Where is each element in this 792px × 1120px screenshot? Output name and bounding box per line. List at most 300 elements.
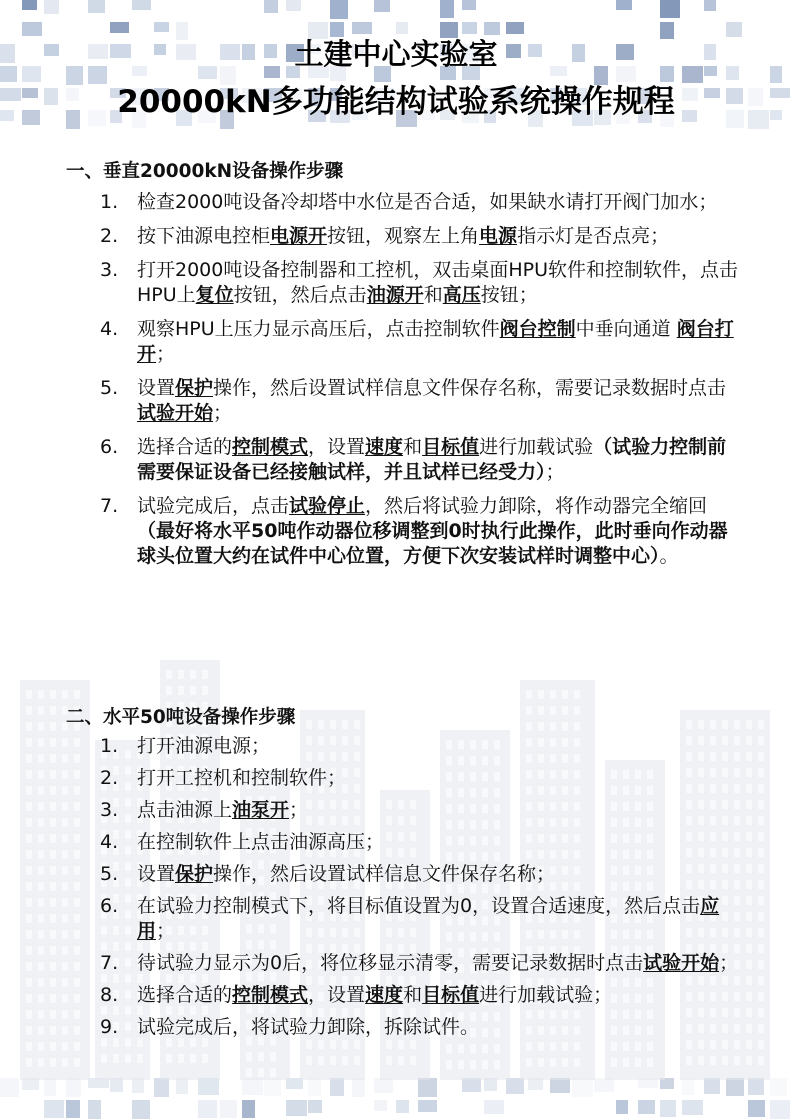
building-window bbox=[50, 1058, 56, 1067]
building-window bbox=[26, 706, 32, 715]
step-text: ； bbox=[156, 920, 176, 942]
building-window bbox=[26, 962, 32, 971]
building-window bbox=[74, 1010, 80, 1019]
mosaic-tile bbox=[308, 1100, 322, 1113]
building-window bbox=[330, 1056, 336, 1065]
building-window bbox=[538, 722, 544, 731]
building-window bbox=[26, 978, 32, 987]
key-button-name: 应用 bbox=[137, 895, 720, 942]
mosaic-tile bbox=[440, 0, 454, 18]
building-window bbox=[710, 720, 716, 729]
step-text: 进行加载试验； bbox=[479, 984, 613, 1006]
step-text: 设置 bbox=[137, 863, 176, 885]
step-text: ； bbox=[545, 461, 565, 483]
mosaic-tile bbox=[88, 0, 105, 13]
building-window bbox=[26, 946, 32, 955]
building-window bbox=[50, 786, 56, 795]
building-window bbox=[38, 1058, 44, 1067]
step-item bbox=[100, 435, 740, 485]
mosaic-tile bbox=[418, 1078, 437, 1097]
mosaic-tile bbox=[132, 1100, 150, 1119]
step-text: 操作，然后设置试样信息文件保存名称，需要记录数据时点击 bbox=[213, 377, 727, 399]
building-window bbox=[623, 1058, 629, 1067]
building-window bbox=[74, 770, 80, 779]
step-text: 操作，然后设置试样信息文件保存名称； bbox=[213, 863, 556, 885]
step-number: 1. bbox=[100, 735, 119, 757]
building-window bbox=[758, 928, 764, 937]
step-number: 4. bbox=[100, 831, 119, 853]
building-window bbox=[38, 1042, 44, 1051]
building-window bbox=[306, 1056, 312, 1065]
building-window bbox=[50, 834, 56, 843]
building-window bbox=[26, 1010, 32, 1019]
building-window bbox=[550, 722, 556, 731]
mosaic-tile bbox=[506, 1078, 524, 1094]
key-button-name: 速度 bbox=[365, 436, 404, 458]
step-item bbox=[100, 862, 740, 887]
mosaic-tile bbox=[198, 1078, 219, 1095]
building-window bbox=[686, 720, 692, 729]
building-window bbox=[758, 816, 764, 825]
building-window bbox=[746, 832, 752, 841]
building-window bbox=[50, 978, 56, 987]
mosaic-tile bbox=[550, 1078, 570, 1093]
step-text: 进行加载试验 bbox=[479, 436, 594, 458]
step-text: 打开工控机和控制软件； bbox=[137, 767, 347, 789]
horizontal-steps-list bbox=[100, 734, 740, 1047]
building-window bbox=[26, 802, 32, 811]
step-text: 打开油源电源； bbox=[137, 735, 271, 757]
building-window bbox=[526, 1058, 532, 1067]
building-window bbox=[746, 768, 752, 777]
step-number: 7. bbox=[100, 952, 119, 974]
building-window bbox=[62, 690, 68, 699]
building-window bbox=[758, 848, 764, 857]
step-text: 试验完成后，点击 bbox=[137, 495, 290, 517]
bold-note: （试验力控制前需要保证设备已经接触试样，并且试样已经受力） bbox=[137, 436, 727, 483]
building-window bbox=[562, 722, 568, 731]
mosaic-tile bbox=[352, 1078, 365, 1097]
building-window bbox=[318, 1056, 324, 1065]
building-window bbox=[50, 738, 56, 747]
building-window bbox=[74, 802, 80, 811]
building-window bbox=[446, 1060, 452, 1069]
mosaic-tile bbox=[462, 0, 476, 10]
mosaic-tile bbox=[374, 1100, 387, 1111]
step-item bbox=[100, 258, 740, 308]
step-item bbox=[100, 766, 740, 791]
building-window bbox=[74, 930, 80, 939]
building-window bbox=[526, 706, 532, 715]
key-button-name: 目标值 bbox=[422, 436, 480, 458]
building-window bbox=[26, 866, 32, 875]
building-window bbox=[410, 1056, 416, 1065]
step-text: ，设置 bbox=[308, 984, 366, 1006]
building-window bbox=[746, 800, 752, 809]
building-window bbox=[746, 976, 752, 985]
building-window bbox=[574, 1058, 580, 1067]
building-window bbox=[746, 1040, 752, 1049]
step-text: 按钮，然后点击 bbox=[233, 284, 367, 306]
building-window bbox=[38, 834, 44, 843]
mosaic-tile bbox=[308, 1078, 321, 1096]
building-window bbox=[758, 800, 764, 809]
mosaic-tile bbox=[616, 0, 632, 10]
mosaic-tile bbox=[330, 0, 348, 19]
building-window bbox=[74, 882, 80, 891]
step-text: 按钮； bbox=[480, 284, 538, 306]
building-window bbox=[746, 864, 752, 873]
mosaic-tile bbox=[572, 1078, 593, 1097]
key-button-name: 保护 bbox=[175, 863, 214, 885]
building-window bbox=[74, 738, 80, 747]
step-text: ； bbox=[156, 343, 176, 365]
key-button-name: 复位 bbox=[195, 284, 234, 306]
step-text: 观察HPU上压力显示高压后，点击控制软件 bbox=[137, 318, 500, 340]
building-window bbox=[50, 882, 56, 891]
building-window bbox=[722, 1056, 728, 1065]
mosaic-tile bbox=[396, 1100, 409, 1113]
building-window bbox=[354, 1056, 360, 1065]
building-window bbox=[26, 914, 32, 923]
building-window bbox=[62, 1058, 68, 1067]
building-window bbox=[342, 720, 348, 729]
building-window bbox=[470, 1060, 476, 1069]
building-window bbox=[74, 690, 80, 699]
step-text: 按下油源电控柜 bbox=[137, 225, 271, 247]
step-number: 1. bbox=[100, 191, 119, 213]
building-window bbox=[26, 786, 32, 795]
building-window bbox=[562, 1058, 568, 1067]
building-window bbox=[306, 720, 312, 729]
building-window bbox=[50, 914, 56, 923]
step-text: 打开2000吨设备控制器和工控机，双击桌面HPU软件和控制软件，点击HPU上 bbox=[137, 259, 739, 306]
building-window bbox=[611, 1058, 617, 1067]
mosaic-tile bbox=[638, 1100, 655, 1114]
step-text: 在试验力控制模式下，将目标值设置为0，设置合适速度，然后点击 bbox=[137, 895, 701, 917]
mosaic-tile bbox=[0, 1078, 19, 1097]
building-window bbox=[74, 946, 80, 955]
building-window bbox=[74, 850, 80, 859]
mosaic-tile bbox=[110, 1078, 123, 1092]
mosaic-tile bbox=[66, 1100, 80, 1118]
building-window bbox=[38, 866, 44, 875]
building-window bbox=[38, 1026, 44, 1035]
building-window bbox=[74, 1058, 80, 1067]
building-window bbox=[26, 770, 32, 779]
mosaic-tile bbox=[660, 1100, 676, 1117]
mosaic-tile bbox=[484, 1100, 504, 1114]
building-window bbox=[62, 834, 68, 843]
building-window bbox=[178, 670, 184, 679]
page-title: 土建中心实验室 bbox=[294, 37, 498, 71]
step-text: 和 bbox=[403, 436, 423, 458]
step-number: 7. bbox=[100, 495, 119, 517]
building-window bbox=[62, 930, 68, 939]
building-window bbox=[734, 1056, 740, 1065]
mosaic-tile bbox=[770, 1100, 790, 1119]
building-window bbox=[50, 946, 56, 955]
key-button-name: 高压 bbox=[442, 284, 481, 306]
step-text: 。 bbox=[659, 545, 679, 567]
building-window bbox=[526, 722, 532, 731]
step-text: 在控制软件上点击油源高压； bbox=[137, 831, 385, 853]
building-window bbox=[74, 1042, 80, 1051]
mosaic-tile bbox=[616, 1100, 628, 1114]
building-window bbox=[50, 706, 56, 715]
building-window bbox=[38, 818, 44, 827]
mosaic-tile bbox=[176, 1078, 188, 1094]
mosaic-tile bbox=[770, 1078, 787, 1096]
building-window bbox=[26, 882, 32, 891]
building-window bbox=[38, 978, 44, 987]
step-number: 2. bbox=[100, 225, 119, 247]
building-window bbox=[746, 944, 752, 953]
building-window bbox=[482, 1060, 488, 1069]
mosaic-tile bbox=[374, 0, 390, 12]
building-window bbox=[113, 1054, 119, 1063]
building-window bbox=[166, 1054, 172, 1063]
building-window bbox=[398, 1056, 404, 1065]
mosaic-tile bbox=[242, 1078, 263, 1095]
mosaic-tile bbox=[44, 0, 59, 14]
building-window bbox=[758, 736, 764, 745]
step-number: 5. bbox=[100, 377, 119, 399]
step-text: 待试验力显示为0后，将位移显示清零，需要记录数据时点击 bbox=[137, 952, 644, 974]
building-window bbox=[190, 670, 196, 679]
mosaic-tile bbox=[682, 1078, 694, 1095]
building-window bbox=[50, 722, 56, 731]
mosaic-tile bbox=[264, 0, 278, 13]
key-button-name: 电源开 bbox=[270, 225, 328, 247]
building-window bbox=[698, 1056, 704, 1065]
building-window bbox=[746, 736, 752, 745]
key-button-name: 试验开始 bbox=[643, 952, 720, 974]
building-window bbox=[746, 1008, 752, 1017]
building-window bbox=[26, 898, 32, 907]
building-window bbox=[74, 978, 80, 987]
key-button-name: 试验开始 bbox=[137, 402, 214, 424]
step-number: 9. bbox=[100, 1016, 119, 1038]
step-text: ； bbox=[719, 952, 739, 974]
step-text: ； bbox=[213, 402, 233, 424]
building-window bbox=[178, 1054, 184, 1063]
mosaic-tile bbox=[418, 1100, 437, 1112]
building-window bbox=[758, 768, 764, 777]
mosaic-tile bbox=[88, 1100, 101, 1119]
building-window bbox=[101, 1054, 107, 1063]
building-window bbox=[62, 770, 68, 779]
step-item bbox=[100, 317, 740, 367]
key-button-name: 控制模式 bbox=[232, 436, 309, 458]
key-button-name: 目标值 bbox=[422, 984, 480, 1006]
building-window bbox=[458, 1060, 464, 1069]
step-text: 点击油源上 bbox=[137, 799, 233, 821]
building-window bbox=[26, 722, 32, 731]
step-item bbox=[100, 494, 740, 569]
building-window bbox=[50, 1042, 56, 1051]
building-window bbox=[74, 866, 80, 875]
mosaic-tile bbox=[44, 1078, 56, 1096]
building-window bbox=[686, 1056, 692, 1065]
building-window bbox=[38, 962, 44, 971]
mosaic-tile bbox=[748, 1078, 764, 1095]
building-window bbox=[190, 1054, 196, 1063]
building-window bbox=[38, 1010, 44, 1019]
building-window bbox=[50, 866, 56, 875]
step-text: 和 bbox=[423, 284, 443, 306]
building-window bbox=[38, 882, 44, 891]
building-window bbox=[62, 978, 68, 987]
building-window bbox=[758, 976, 764, 985]
building-window bbox=[50, 994, 56, 1003]
building-window bbox=[62, 818, 68, 827]
building-window bbox=[38, 850, 44, 859]
building-window bbox=[746, 912, 752, 921]
building-window bbox=[758, 864, 764, 873]
building-window bbox=[74, 786, 80, 795]
building-window bbox=[746, 1056, 752, 1065]
building-window bbox=[758, 880, 764, 889]
building-window bbox=[62, 802, 68, 811]
building-window bbox=[698, 720, 704, 729]
building-window bbox=[526, 690, 532, 699]
section-heading-vertical: 一、垂直20000kN设备操作步骤 bbox=[66, 161, 344, 182]
step-item bbox=[100, 951, 740, 976]
building-window bbox=[734, 720, 740, 729]
building-window bbox=[342, 1056, 348, 1065]
step-text: 试验完成后，将试验力卸除，拆除试件。 bbox=[137, 1016, 480, 1038]
building-window bbox=[74, 818, 80, 827]
mosaic-tile bbox=[154, 22, 169, 32]
key-button-name: 油源开 bbox=[366, 284, 424, 306]
bold-note: （最好将水平50吨作动器位移调整到0时执行此操作，此时垂向作动器球头位置大约在试件中心位置，方便下次安装试样时调整中心） bbox=[137, 520, 728, 567]
building-window bbox=[386, 1056, 392, 1065]
mosaic-tile bbox=[242, 1100, 255, 1118]
step-text: ，设置 bbox=[308, 436, 366, 458]
mosaic-tile bbox=[22, 0, 37, 10]
building-window bbox=[74, 1026, 80, 1035]
building-window bbox=[50, 962, 56, 971]
step-item bbox=[100, 190, 740, 215]
building-window bbox=[50, 818, 56, 827]
building-window bbox=[758, 1008, 764, 1017]
step-item bbox=[100, 224, 740, 249]
building-window bbox=[38, 802, 44, 811]
step-text: 中垂向通道 bbox=[575, 318, 677, 340]
building-window bbox=[246, 1052, 252, 1061]
building-window bbox=[50, 898, 56, 907]
step-item bbox=[100, 798, 740, 823]
building-window bbox=[38, 738, 44, 747]
key-button-name: 阀台控制 bbox=[499, 318, 576, 340]
building-window bbox=[62, 754, 68, 763]
building-window bbox=[758, 720, 764, 729]
building-window bbox=[26, 1058, 32, 1067]
building-window bbox=[574, 706, 580, 715]
building-window bbox=[746, 816, 752, 825]
building-window bbox=[62, 994, 68, 1003]
building-window bbox=[62, 898, 68, 907]
building-window bbox=[270, 1068, 276, 1077]
building-window bbox=[758, 960, 764, 969]
key-button-name: 电源 bbox=[479, 225, 518, 247]
building-window bbox=[758, 1024, 764, 1033]
building-window bbox=[758, 912, 764, 921]
building-window bbox=[38, 706, 44, 715]
building-window bbox=[38, 994, 44, 1003]
step-number: 5. bbox=[100, 863, 119, 885]
mosaic-tile bbox=[726, 1078, 744, 1096]
mosaic-tile bbox=[264, 1078, 281, 1096]
building-window bbox=[494, 1060, 500, 1069]
building-window bbox=[746, 992, 752, 1001]
mosaic-tile bbox=[220, 1100, 237, 1118]
building-window bbox=[270, 1052, 276, 1061]
key-button-name: 保护 bbox=[175, 377, 214, 399]
building-window bbox=[74, 754, 80, 763]
building-window bbox=[746, 1024, 752, 1033]
building-window bbox=[746, 784, 752, 793]
vertical-steps-list bbox=[100, 190, 740, 578]
step-text: ，然后将试验力卸除，将作动器完全缩回 bbox=[365, 495, 708, 517]
mosaic-tile bbox=[132, 0, 151, 10]
building-window bbox=[758, 1040, 764, 1049]
key-button-name: 试验停止 bbox=[289, 495, 366, 517]
building-window bbox=[758, 832, 764, 841]
building-window bbox=[26, 690, 32, 699]
building-window bbox=[202, 1054, 208, 1063]
building-window bbox=[746, 896, 752, 905]
building-window bbox=[38, 930, 44, 939]
step-number: 6. bbox=[100, 436, 119, 458]
building-window bbox=[538, 1058, 544, 1067]
building-window bbox=[38, 786, 44, 795]
mosaic-tile bbox=[682, 1100, 703, 1115]
building-window bbox=[62, 882, 68, 891]
building-window bbox=[38, 898, 44, 907]
building-window bbox=[258, 1068, 264, 1077]
building-window bbox=[50, 850, 56, 859]
building-window bbox=[50, 802, 56, 811]
building-window bbox=[710, 1056, 716, 1065]
building-window bbox=[246, 1068, 252, 1077]
building-window bbox=[50, 1010, 56, 1019]
building-window bbox=[74, 898, 80, 907]
step-item bbox=[100, 376, 740, 426]
mosaic-tile bbox=[330, 1078, 344, 1096]
building-window bbox=[574, 690, 580, 699]
step-number: 3. bbox=[100, 259, 119, 281]
step-text: 选择合适的 bbox=[137, 436, 233, 458]
building-window bbox=[538, 706, 544, 715]
building-window bbox=[758, 992, 764, 1001]
building-window bbox=[62, 1042, 68, 1051]
building-window bbox=[746, 720, 752, 729]
building-window bbox=[258, 1052, 264, 1061]
mosaic-tile bbox=[286, 1100, 307, 1116]
step-number: 6. bbox=[100, 895, 119, 917]
footer-decoration bbox=[0, 1078, 792, 1120]
building-window bbox=[758, 944, 764, 953]
step-item bbox=[100, 983, 740, 1008]
building-window bbox=[190, 686, 196, 695]
building-window bbox=[62, 738, 68, 747]
building-window bbox=[746, 960, 752, 969]
building-window bbox=[562, 690, 568, 699]
building-window bbox=[166, 670, 172, 679]
step-text: 设置 bbox=[137, 377, 176, 399]
